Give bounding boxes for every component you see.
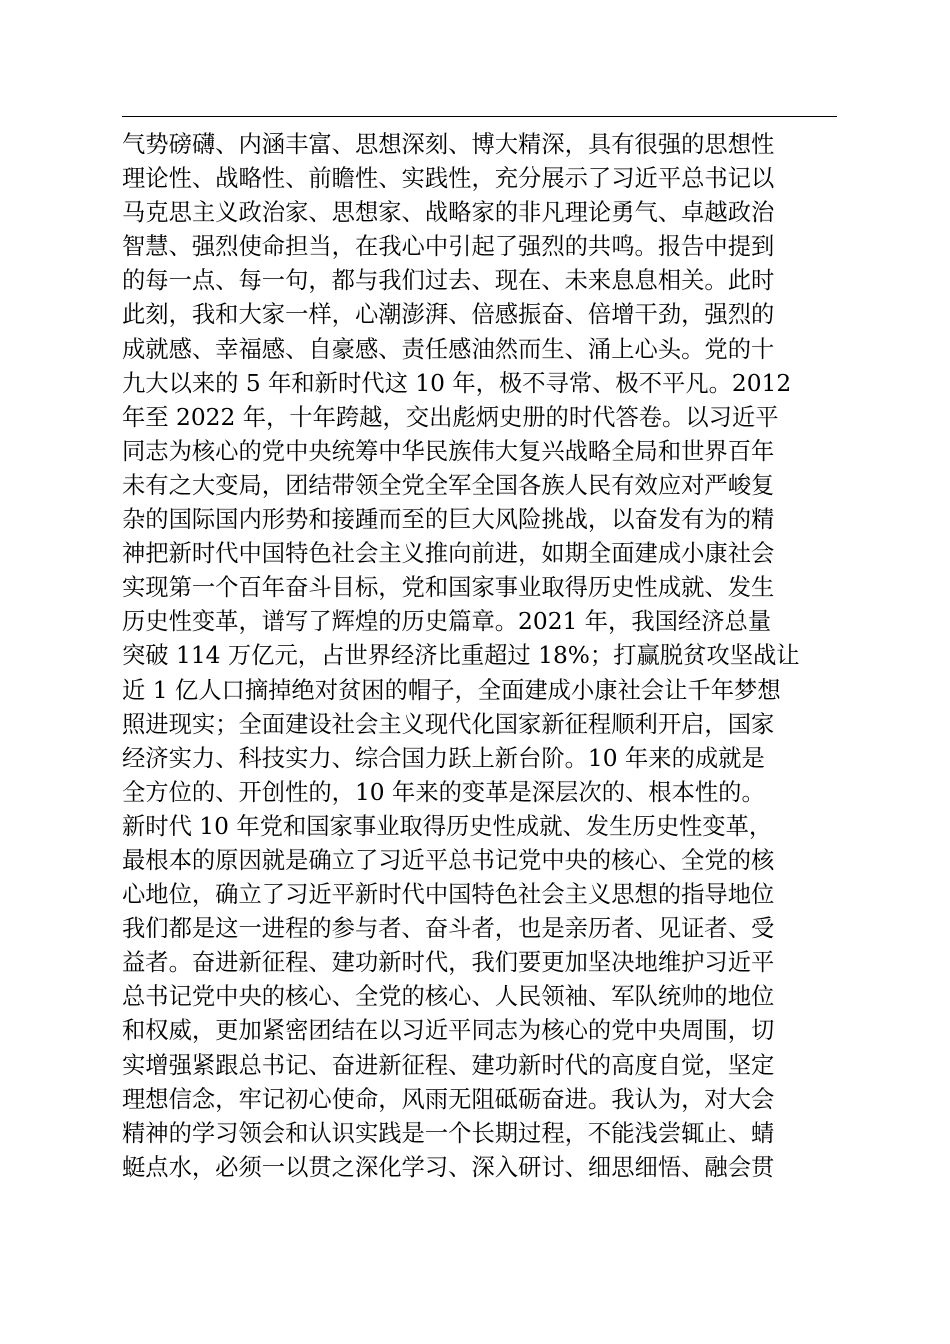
text-line: 精神的学习领会和认识实践是一个长期过程，不能浅尝辄止、蜻	[122, 1119, 775, 1147]
text-line: 神把新时代中国特色社会主义推向前进，如期全面建成小康社会	[122, 540, 775, 568]
text-line: 益者。奋进新征程、建功新时代，我们要更加坚决地维护习近平	[122, 949, 775, 977]
header-rule	[122, 116, 837, 117]
text-line: 突破 114 万亿元，占世界经济比重超过 18%；打赢脱贫攻坚战让	[122, 642, 800, 670]
body-text	[122, 128, 842, 1185]
text-line: 实现第一个百年奋斗目标，党和国家事业取得历史性成就、发生	[122, 574, 775, 602]
text-line: 心地位，确立了习近平新时代中国特色社会主义思想的指导地位	[122, 881, 775, 909]
text-line: 理想信念，牢记初心使命，风雨无阻砥砺奋进。我认为，对大会	[122, 1085, 775, 1113]
text-line: 蜓点水，必须一以贯之深化学习、深入研讨、细思细悟、融会贯	[122, 1153, 775, 1181]
text-line: 近 1 亿人口摘掉绝对贫困的帽子，全面建成小康社会让千年梦想	[122, 676, 781, 704]
text-line: 同志为核心的党中央统筹中华民族伟大复兴战略全局和世界百年	[122, 437, 775, 465]
text-line: 实增强紧跟总书记、奋进新征程、建功新时代的高度自觉，坚定	[122, 1051, 775, 1079]
text-line: 新时代 10 年党和国家事业取得历史性成就、发生历史性变革，	[122, 812, 773, 840]
text-line: 年至 2022 年，十年跨越，交出彪炳史册的时代答卷。以习近平	[122, 403, 779, 431]
text-line: 历史性变革，谱写了辉煌的历史篇章。2021 年，我国经济总量	[122, 608, 772, 636]
text-line: 总书记党中央的核心、全党的核心、人民领袖、军队统帅的地位	[122, 983, 775, 1011]
text-line: 智慧、强烈使命担当，在我心中引起了强烈的共鸣。报告中提到	[122, 233, 775, 261]
text-line: 九大以来的 5 年和新时代这 10 年，极不寻常、极不平凡。2012	[122, 369, 792, 397]
text-line: 照进现实；全面建设社会主义现代化国家新征程顺利开启，国家	[122, 710, 775, 738]
text-line: 最根本的原因就是确立了习近平总书记党中央的核心、全党的核	[122, 846, 775, 874]
text-line: 全方位的、开创性的，10 年来的变革是深层次的、根本性的。	[122, 778, 765, 806]
text-line: 未有之大变局，团结带领全党全军全国各族人民有效应对严峻复	[122, 471, 775, 499]
text-line: 的每一点、每一句，都与我们过去、现在、未来息息相关。此时	[122, 267, 775, 295]
text-line: 我们都是这一进程的参与者、奋斗者，也是亲历者、见证者、受	[122, 915, 775, 943]
text-line: 气势磅礴、内涵丰富、思想深刻、博大精深，具有很强的思想性	[122, 131, 775, 158]
text-line: 此刻，我和大家一样，心潮澎湃、倍感振奋、倍增干劲，强烈的	[122, 301, 775, 329]
text-line: 和权威，更加紧密团结在以习近平同志为核心的党中央周围，切	[122, 1017, 775, 1045]
text-line: 经济实力、科技实力、综合国力跃上新台阶。10 年来的成就是	[122, 744, 765, 772]
text-line: 马克思主义政治家、思想家、战略家的非凡理论勇气、卓越政治	[122, 199, 775, 227]
text-line: 杂的国际国内形势和接踵而至的巨大风险挑战，以奋发有为的精	[122, 506, 775, 534]
text-line: 理论性、战略性、前瞻性、实践性，充分展示了习近平总书记以	[122, 165, 775, 193]
text-line: 成就感、幸福感、自豪感、责任感油然而生、涌上心头。党的十	[122, 335, 775, 363]
